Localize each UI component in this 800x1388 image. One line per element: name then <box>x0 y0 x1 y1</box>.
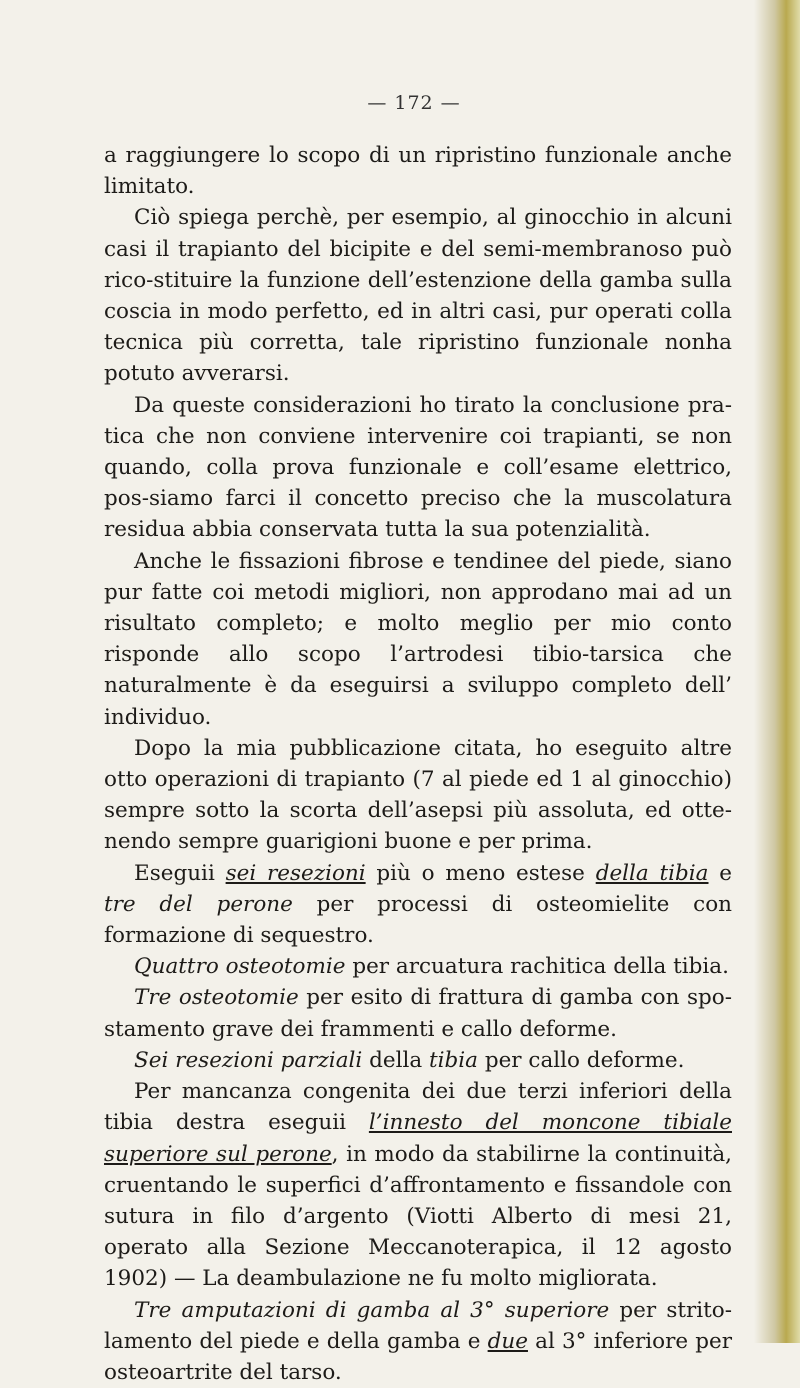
paragraph-1: a raggiungere lo scopo di un ripristino funzionale anche limitato. <box>104 143 732 200</box>
text-run: per callo deforme. <box>477 1047 685 1073</box>
body-text <box>104 140 732 1388</box>
italic-run: del perone <box>159 891 293 917</box>
paragraph-5: Dopo la mia pubblicazione citata, ho eseguito altre otto operazioni di trapianto (7 al piede ed 1 al ginocchio) sempre sotto la scorta dell’asepsi più assoluta, ed otte-nendo sempre guarigioni buone e per prima. <box>104 735 732 855</box>
italic-run: tre <box>104 891 136 917</box>
paragraph-3: Da queste considerazioni ho tirato la conclusione pra-tica che non conviene intervenire coi trapianti, se non quando, colla prova funzionale e coll’esame elettrico, pos-siamo farci il concetto preciso che la muscolatura residua abbia conservata tutta la sua potenzialità. <box>104 392 732 543</box>
paragraph-6 <box>104 858 732 952</box>
paragraph-7 <box>104 951 732 982</box>
page-edge <box>754 0 800 1343</box>
book-page <box>104 92 732 1388</box>
paragraph-11 <box>104 1295 732 1388</box>
text-run: della <box>362 1047 429 1073</box>
italic-run: Tre osteotomie <box>134 985 299 1011</box>
text-run: più o meno estese <box>365 860 596 886</box>
italic-run: tibia <box>429 1047 478 1073</box>
italic-run: Tre amputazioni di gamba al 3° superiore <box>134 1297 610 1323</box>
paragraph-4: Anche le fissazioni fibrose e tendinee del piede, siano pur fatte coi metodi migliori, non approdano mai ad un risultato completo; e molto meglio per mio conto risponde allo scopo l’artrodesi tibio-tarsica che naturalmente è da eseguirsi a sviluppo completo dell’ individuo. <box>104 548 732 730</box>
text-run: per processi di osteomielite con formazione di sequestro. <box>104 891 732 949</box>
text-run: , in modo da stabilirne la continuità, cruentando le superfici d’affrontamento e fissandole con sutura in filo d’argento (Viotti Alberto di mesi 21, operato alla Sezione Meccanoterapica, il 12 agosto 1902) — La deambulazione ne fu molto migliorata. <box>104 1141 732 1292</box>
italic-run: due <box>487 1328 528 1354</box>
text-run: per arcuatura rachitica della tibia. <box>345 954 729 980</box>
italic-run: Sei resezioni parziali <box>134 1047 363 1073</box>
page-number: — 172 — <box>367 92 461 114</box>
text-run: Per mancanza congenita dei due terzi inferiori della tibia destra eseguii <box>104 1079 732 1136</box>
paragraph-9 <box>104 1045 732 1076</box>
italic-run: sei resezioni <box>225 860 366 886</box>
text-run: al 3° inferiore per osteoartrite del tarso. <box>104 1328 732 1385</box>
paragraph-8 <box>104 982 732 1044</box>
paragraph-10 <box>104 1076 732 1294</box>
text-run: e <box>708 860 732 886</box>
italic-run: Quattro osteotomie <box>134 954 346 980</box>
text-run: Eseguii <box>134 860 226 886</box>
text-run <box>136 892 160 917</box>
paragraph-2: Ciò spiega perchè, per esempio, al ginocchio in alcuni casi il trapianto del bicipite e del semi-membranoso può rico-stituire la funzione dell’estenzione della gamba sulla coscia in modo perfetto, ed in altri casi, pur operati colla tecnica più corretta, tale ripristino funzionale nonha potuto avverarsi. <box>104 205 732 387</box>
italic-run: della tibia <box>595 860 709 886</box>
italic-run: l’innesto del moncone tibiale superiore sul perone <box>104 1110 732 1167</box>
text-run: per esito di frattura di gamba con spo-stamento grave dei frammenti e callo deforme. <box>104 985 732 1042</box>
text-run: per strito-lamento del piede e della gamba e <box>104 1297 732 1354</box>
